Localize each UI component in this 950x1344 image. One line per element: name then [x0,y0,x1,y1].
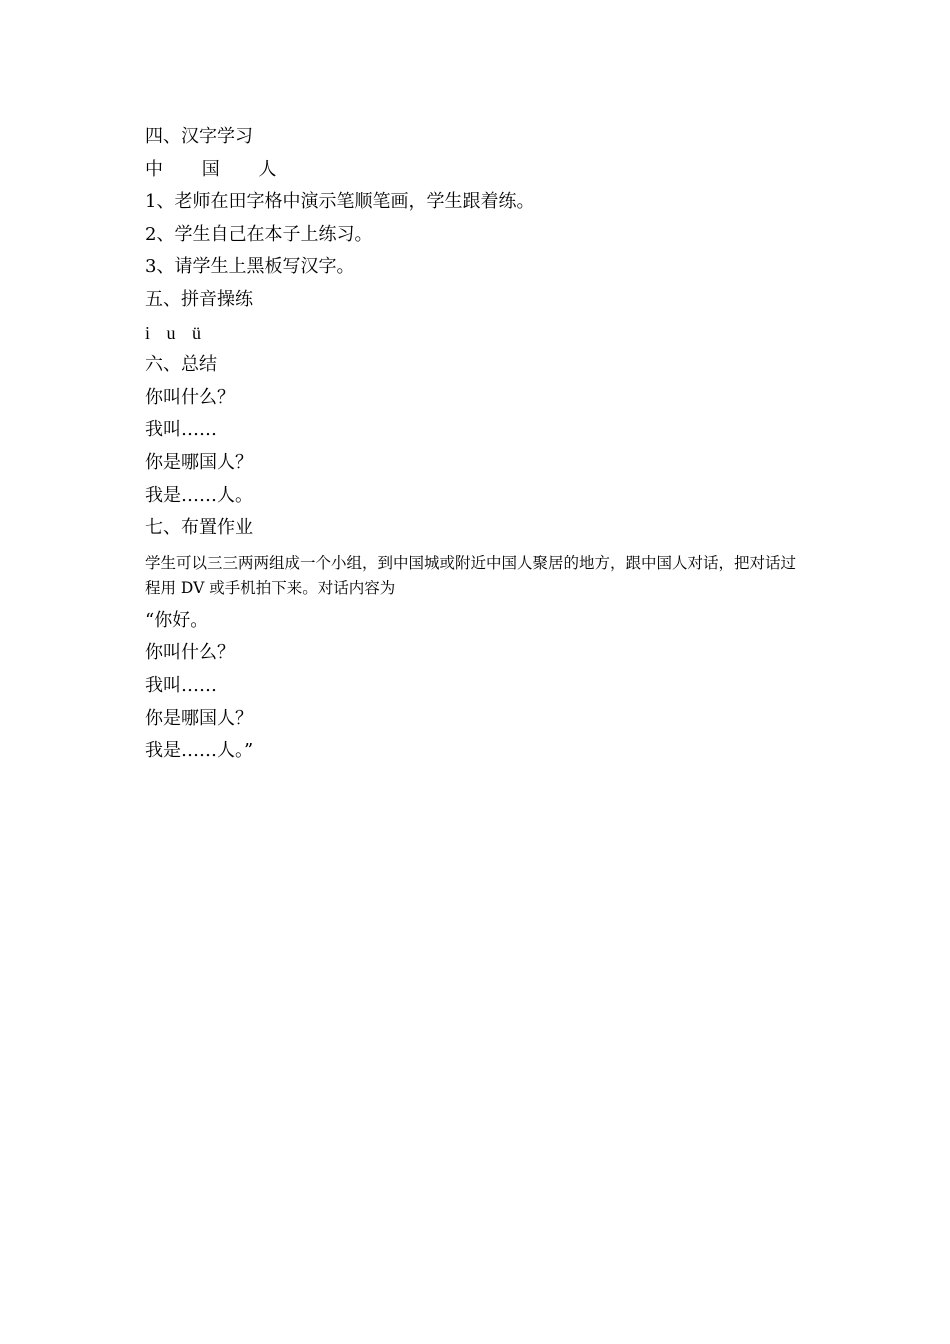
section-heading-6: 六、总结 [145,354,217,376]
dialogue-line: 你叫什么？ [145,386,235,408]
document-content [145,121,815,768]
section-heading-7: 七、布置作业 [145,517,253,539]
section-heading-5: 五、拼音操练 [145,288,253,310]
step-item: 1、老师在田字格中演示笔顺笔画，学生跟着练。 [145,191,535,213]
pinyin-vowels: i u ü [145,322,208,343]
homework-paragraph: 学生可以三三两两组成一个小组，到中国城或附近中国人聚居的地方，跟中国人对话，把对话过程用 DV 或手机拍下来。对话内容为 [145,553,797,597]
step-item: 3、请学生上黑板写汉字。 [145,256,355,278]
character-list [145,154,815,187]
dialogue-line: “你好。 [145,609,209,631]
dialogue-line: 你是哪国人？ [145,707,253,729]
dialogue-line: 你叫什么？ [145,642,235,664]
dialogue-line: 我叫…… [145,419,217,441]
section-heading-4: 四、汉字学习 [145,126,253,147]
character: 中 [145,158,163,180]
dialogue-line: 我叫…… [145,674,217,696]
step-item: 2、学生自己在本子上练习。 [145,223,373,245]
character: 人 [258,158,277,180]
dialogue-line: 我是……人。” [145,740,254,762]
dialogue-line: 你是哪国人？ [145,451,253,473]
character: 国 [201,158,220,180]
dialogue-line: 我是……人。 [145,484,253,506]
